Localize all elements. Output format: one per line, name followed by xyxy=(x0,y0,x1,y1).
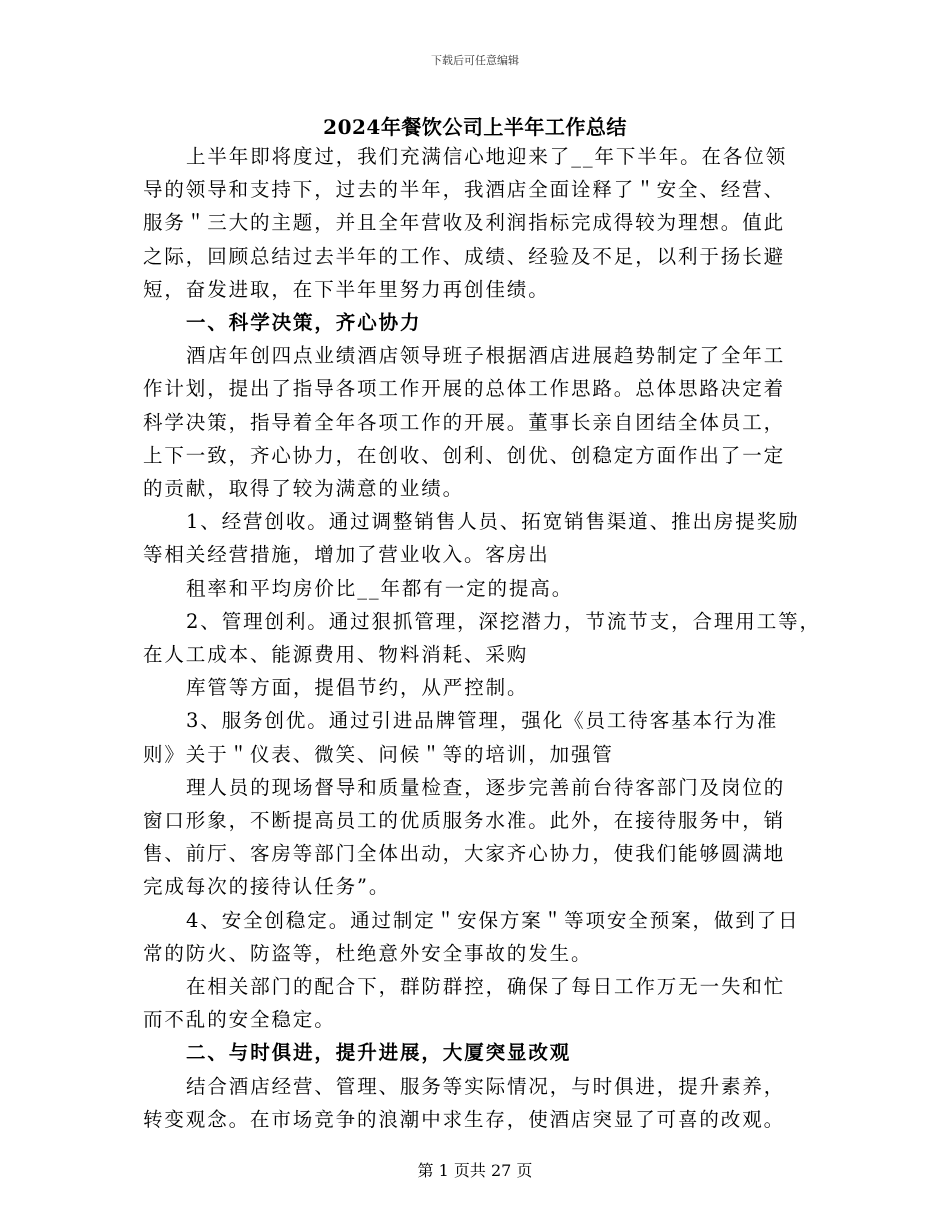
paragraph-line: 理人员的现场督导和质量检查，逐步完善前台待客部门及岗位的 xyxy=(186,776,786,799)
section-heading: 一、科学决策，齐心协力 xyxy=(186,311,422,334)
document-title: 2024年餐饮公司上半年工作总结 xyxy=(323,115,627,139)
paragraph-line: 在相关部门的配合下，群防群控，确保了每日工作万无一失和忙 xyxy=(186,975,786,998)
paragraph-line: 作计划，提出了指导各项工作开展的总体工作思路。总体思路决定着 xyxy=(143,377,786,400)
paragraph-line: 上半年即将度过，我们充满信心地迎来了__年下半年。在各位领 xyxy=(186,145,788,168)
paragraph-line: 4、安全创稳定。通过制定＂安保方案＂等项安全预案，做到了日 xyxy=(186,909,800,932)
paragraph-line: 租率和平均房价比__年都有一定的提高。 xyxy=(186,577,574,600)
paragraph-line: 科学决策，指导着全年各项工作的开展。董事长亲自团结全体员工， xyxy=(143,411,786,434)
paragraph-line: 结合酒店经营、管理、服务等实际情况，与时俱进，提升素养， xyxy=(186,1075,786,1098)
page-number: 第 1 页共 27 页 xyxy=(417,1161,533,1180)
paragraph-line: 短，奋发进取，在下半年里努力再创佳绩。 xyxy=(143,278,550,301)
paragraph-line: 等相关经营措施，增加了营业收入。客房出 xyxy=(143,543,550,566)
paragraph-line: 服务＂三大的主题，并且全年营收及利润指标完成得较为理想。值此 xyxy=(143,211,786,234)
paragraph-line: 上下一致，齐心协力，在创收、创利、创优、创稳定方面作出了一定 xyxy=(143,444,786,467)
paragraph-line: 窗口形象，不断提高员工的优质服务水准。此外，在接待服务中，销 xyxy=(143,809,786,832)
paragraph-line: 则》关于＂仪表、微笑、问候＂等的培训，加强管 xyxy=(143,743,614,766)
paragraph-line: 3、服务创优。通过引进品牌管理，强化《员工待客基本行为准 xyxy=(186,709,779,732)
paragraph-line: 之际，回顾总结过去半年的工作、成绩、经验及不足，以利于扬长避 xyxy=(143,245,786,268)
paragraph-line: 在人工成本、能源费用、物料消耗、采购 xyxy=(143,643,529,666)
paragraph-line: 的贡献，取得了较为满意的业绩。 xyxy=(143,477,465,500)
paragraph-line: 库管等方面，提倡节约，从严控制。 xyxy=(186,676,529,699)
page-header: 下载后可任意编辑 xyxy=(431,54,519,67)
paragraph-line: 导的领导和支持下，过去的半年，我酒店全面诠释了＂安全、经营、 xyxy=(143,178,786,201)
paragraph-line: 完成每次的接待认任务”。 xyxy=(143,875,391,898)
paragraph-line: 常的防火、防盗等，杜绝意外安全事故的发生。 xyxy=(143,942,593,965)
paragraph-line: 而不乱的安全稳定。 xyxy=(143,1008,336,1031)
paragraph-line: 酒店年创四点业绩酒店领导班子根据酒店进展趋势制定了全年工 xyxy=(186,344,786,367)
paragraph-line: 2、管理创利。通过狠抓管理，深挖潜力，节流节支，合理用工等， xyxy=(186,610,821,633)
paragraph-line: 售、前厅、客房等部门全体出动，大家齐心协力，使我们能够圆满地 xyxy=(143,842,786,865)
paragraph-line: 1、经营创收。通过调整销售人员、拓宽销售渠道、推出房提奖励 xyxy=(186,510,800,533)
paragraph-line: 转变观念。在市场竞争的浪潮中求生存，使酒店突显了可喜的改观。 xyxy=(143,1108,786,1131)
section-heading: 二、与时俱进，提升进展，大厦突显改观 xyxy=(186,1041,572,1064)
